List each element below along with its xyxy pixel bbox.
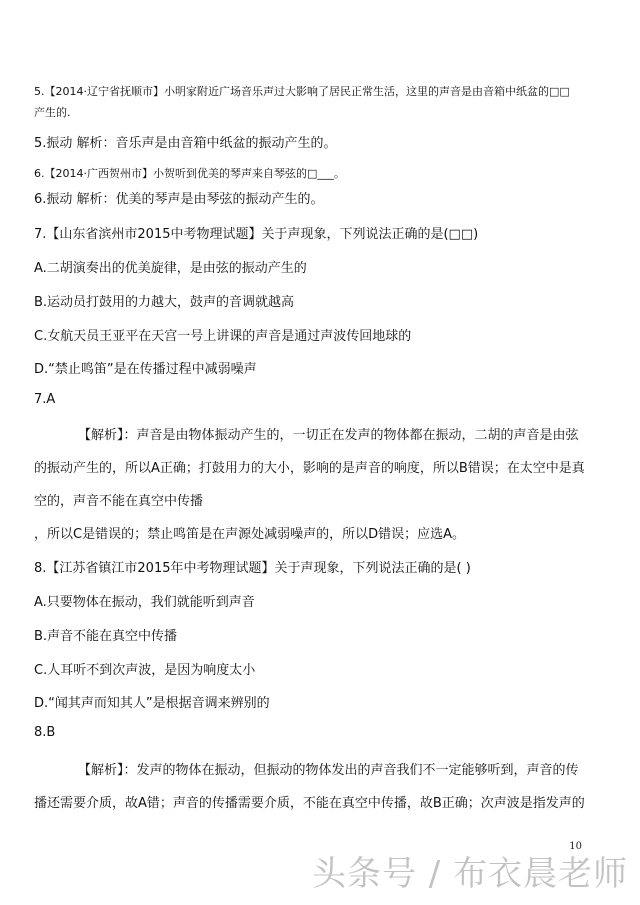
answer-7-explanation-line-1: 【解析】：声音是由物体振动产生的，一切正在发声的物体都在振动，二胡的声音是由弦: [78, 428, 579, 443]
answer-7-explanation-line-3: 空的，声音不能在真空中传播: [34, 494, 204, 509]
question-8-option-d: D.“闻其声而知其人”是根据音调来辨别的: [34, 696, 270, 711]
watermark-text: 头条号 / 布衣晨老师: [312, 854, 629, 894]
answer-7-explanation-line-4: ，所以C是错误的；禁止鸣笛是在声源处减弱噪声的，所以D错误；应选A。: [34, 527, 465, 542]
question-7-option-a: A.二胡演奏出的优美旋律，是由弦的振动产生的: [34, 261, 307, 276]
question-5-line-1: 5.【2014·辽宁省抚顺市】小明家附近广场音乐声过大影响了居民正常生活，这里的声音是由音箱中纸盆的□□: [34, 85, 570, 98]
answer-7: 7.A: [34, 392, 56, 407]
question-8-option-c: C.人耳听不到次声波，是因为响度太小: [34, 663, 256, 678]
answer-8-explanation-line-1: 【解析】：发声的物体在振动，但振动的物体发出的声音我们不一定能够听到，声音的传: [78, 763, 579, 778]
page-number: 10: [569, 841, 582, 852]
answer-6: 6.振动 解析：优美的琴声是由琴弦的振动产生的。: [34, 192, 324, 207]
question-8-option-a: A.只要物体在振动，我们就能听到声音: [34, 595, 255, 610]
question-5-line-2: 产生的.: [34, 106, 71, 119]
answer-5: 5.振动 解析：音乐声是由音箱中纸盆的振动产生的。: [34, 136, 337, 151]
answer-8: 8.B: [34, 725, 56, 740]
answer-7-explanation-line-2: 的振动产生的，所以A正确；打鼓用力的大小，影响的是声音的响度，所以B错误；在太空中是真: [34, 461, 585, 476]
question-7: 7.【山东省滨州市2015中考物理试题】关于声现象，下列说法正确的是(□□): [34, 227, 479, 242]
question-7-option-b: B.运动员打鼓用的力越大，鼓声的音调就越高: [34, 295, 295, 310]
question-8: 8.【江苏省镇江市2015年中考物理试题】关于声现象，下列说法正确的是( ): [34, 561, 471, 576]
answer-8-explanation-line-2: 播还需要介质，故A错；声音的传播需要介质，不能在真空中传播，故B正确；次声波是指发声的: [34, 796, 585, 811]
question-7-option-d: D.“禁止鸣笛”是在传播过程中减弱噪声: [34, 362, 257, 377]
question-8-option-b: B.声音不能在真空中传播: [34, 629, 178, 644]
question-6: 6.【2014·广西贺州市】小贺听到优美的琴声来自琴弦的□___。: [34, 167, 345, 180]
question-7-option-c: C.女航天员王亚平在天宫一号上讲课的声音是通过声波传回地球的: [34, 329, 412, 344]
